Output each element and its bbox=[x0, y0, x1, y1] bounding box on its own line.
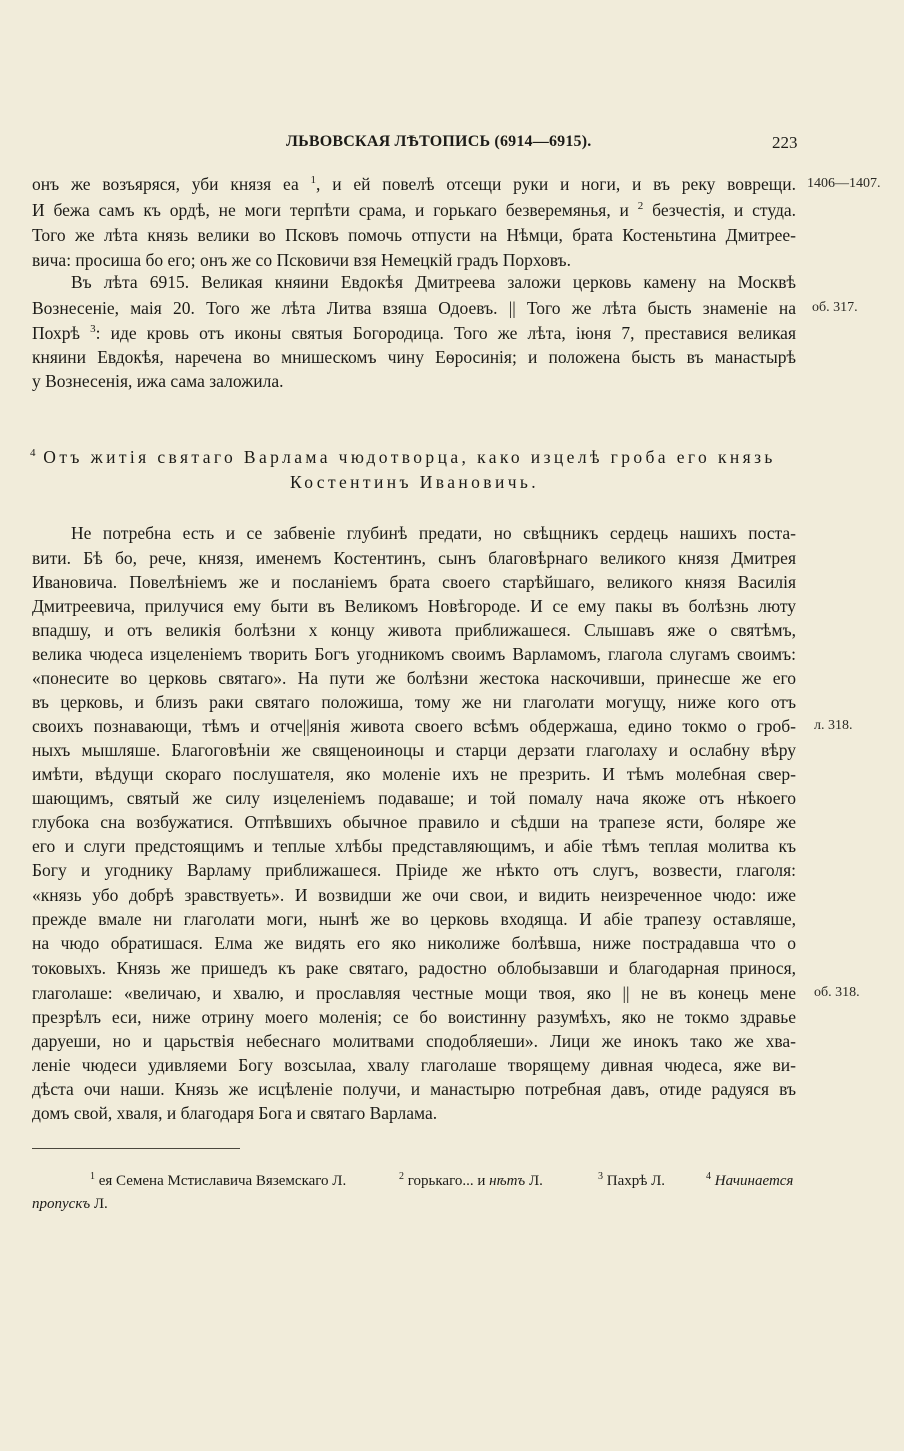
text-line: Того же лѣта князь велики во Псковъ помочь отпусти на Нѣмци, брата Костеньтина Дмитрее- bbox=[32, 225, 796, 245]
margin-note-folio: л. 318. bbox=[814, 718, 853, 733]
footnote-marker: 2 bbox=[637, 200, 644, 212]
text-line: дѣста очи наши. Князь же исцѣленіе получи, и манастырю потребная давъ, отиде радуяся въ bbox=[32, 1079, 796, 1099]
page-header bbox=[0, 133, 904, 157]
text-line: Богу и угоднику Варламу приближашеся. Пріиде же нѣкто отъ слугъ, возвести, глаголя: bbox=[32, 860, 796, 880]
text-line: ныхъ мышляше. Благоговѣніи же священоиноцы и старци дерзати глаголаху и ослабну вѣру bbox=[32, 740, 796, 760]
text-line: даруеши, но и царьствія небеснаго молитвами сподобляеши». Лици же инокъ тако же хва- bbox=[32, 1031, 796, 1051]
text-line: «понесите во церковь святаго». На пути же болѣзни жестока наскочивши, принесше же его bbox=[32, 668, 796, 688]
margin-note-folio: об. 317. bbox=[812, 300, 858, 315]
text-line: презрѣлъ еси, ниже отрину моего моленія; се бо воистинну разумѣхъ, яко не токмо здравье bbox=[32, 1007, 796, 1027]
section-title: $^4$ Отъ житія святаго Варлама чюдотворца, како изцелѣ гроба его князь bbox=[30, 447, 776, 467]
text-line: у Вознесенія, ижа сама заложила. bbox=[32, 371, 284, 391]
running-title: ЛЬВОВСКАЯ ЛѢТОПИСЬ (6914—6915). bbox=[286, 133, 592, 150]
text-line: Ивановича. Повелѣніемъ же и посланіемъ брата своего старѣйшаго, великого князя Василія bbox=[32, 572, 796, 592]
text-line: его и слуги предстоящимъ и теплые хлѣбы представляющимъ, и абіе тѣмъ теплая молитва къ bbox=[32, 836, 796, 856]
text-line: И бежа самъ къ ордѣ, не моги терпѣти срама, и горькаго безверемянья, и $^2$ безчестія, и студа. bbox=[32, 200, 797, 220]
footnote: $^2$ горькаго... и нѣтъ Л. bbox=[399, 1171, 543, 1189]
footnote-separator bbox=[32, 1148, 240, 1149]
text-line: вити. Бѣ бо, рече, князя, именемъ Костентинъ, сынъ благовѣрнаго великого князя Дмитрея bbox=[32, 548, 796, 568]
footnote-marker: 4 bbox=[30, 447, 36, 459]
footnote: $^1$ ея Семена Мстиславича Вяземскаго Л. bbox=[90, 1171, 347, 1189]
text-line: онъ же возъяряся, уби князя еа $^1$, и ей повелѣ отсещи руки и ноги, и въ реку воврещи. bbox=[32, 174, 797, 194]
text-line: впадшу, и отъ великія болѣзни х концу живота приближашеся. Слышавъ яже о святѣмъ, bbox=[32, 620, 796, 640]
footnote: $^4$ Начинается bbox=[706, 1171, 794, 1189]
text-line: на чюдо обратишася. Елма же видять его яко николиже болѣвша, ниже пострадавша что о bbox=[32, 933, 796, 953]
text-line: имѣти, вѣдущи скораго послушателя, яко моленіе ихъ не презрить. И тѣмъ молебная свер- bbox=[32, 764, 796, 784]
footnote-marker: 1 bbox=[310, 174, 317, 186]
section-title-continuation: Костентинъ Ивановичь. bbox=[290, 472, 540, 492]
text-line: глаголаше: «величаю, и хвалю, и прославляя честные мощи твоя, яко || не въ конець мене bbox=[32, 983, 796, 1003]
text-line: вича: просиша бо его; онъ же со Псковичи взя Немецкій градъ Порховъ. bbox=[32, 250, 571, 270]
text-line: прежде вмале ни глаголати моги, нынѣ же во церковь входяща. И абіе трапезу оставляше, bbox=[32, 909, 796, 929]
text-line: велика чюдеса изцеленіемъ творить Богъ угодникомъ своимъ Варламомъ, глагола слугамъ своимъ: bbox=[32, 644, 796, 664]
text-line: въ церковь, и близъ раки святаго положиша, тому же ни глаголати могущу, ниже кого отъ bbox=[32, 692, 796, 712]
text-line: глубока сна возбужатися. Отпѣвшихъ обычное правило и сѣдши на трапезе ясти, боляре же bbox=[32, 812, 796, 832]
margin-note-years: 1406—1407. bbox=[807, 176, 881, 191]
page-number: 223 bbox=[772, 133, 798, 152]
text-line: своихъ познавающи, тѣмъ и отче||янія живота своего всѣмъ обдержаша, едино токмо о гроб- bbox=[32, 716, 796, 736]
footnote-marker: 3 bbox=[90, 323, 96, 335]
text-line: Въ лѣта 6915. Великая княини Евдокѣя Дмитреева заложи церковь камену на Москвѣ bbox=[71, 272, 796, 292]
text-line: леніе чюдеси удивляеми Богу возсылаа, хвалу глаголаше творящему дивная чюдеса, яже ви- bbox=[32, 1055, 796, 1075]
footnote: $^3$ Пахрѣ Л. bbox=[598, 1171, 666, 1189]
text-line: Похрѣ $^3$: иде кровь отъ иконы святыя Богородица. Того же лѣта, іюня 7, преставися великая bbox=[32, 323, 796, 343]
text-line: Не потребна есть и се забвеніе глубинѣ предати, но свѣщникъ сердець нашихъ поста- bbox=[71, 523, 796, 543]
text-line: княини Евдокѣя, наречена во мнишескомъ чину Еѳросинія; и положена бысть въ манастырѣ bbox=[32, 347, 796, 367]
text-line: домъ свой, хваля, и благодаря Бога и святаго Варлама. bbox=[32, 1103, 438, 1123]
text-line: Дмитреевича, прилучися ему быти въ Великомъ Новѣгороде. И се ему пакы въ болѣзнь люту bbox=[32, 596, 796, 616]
margin-note-folio: об. 318. bbox=[814, 985, 860, 1000]
text-line: «князь убо добрѣ зравствуеть». И возвидши же очи свои, и видить неизреченное чюдо: иже bbox=[32, 885, 796, 905]
text-line: шающимъ, святый же силу изцеленіемъ подаваше; и той помалу нача якоже отъ нѣкоего bbox=[32, 788, 796, 808]
text-line: Вознесеніе, маія 20. Того же лѣта Литва взяша Одоевъ. || Того же лѣта бысть знаменіе на bbox=[32, 298, 796, 318]
footnote-continuation: пропускъ Л. bbox=[32, 1196, 108, 1212]
text-line: токовыхъ. Князь же пришедъ къ раке святаго, радостно облобызавши и благодарная принося, bbox=[32, 958, 796, 978]
